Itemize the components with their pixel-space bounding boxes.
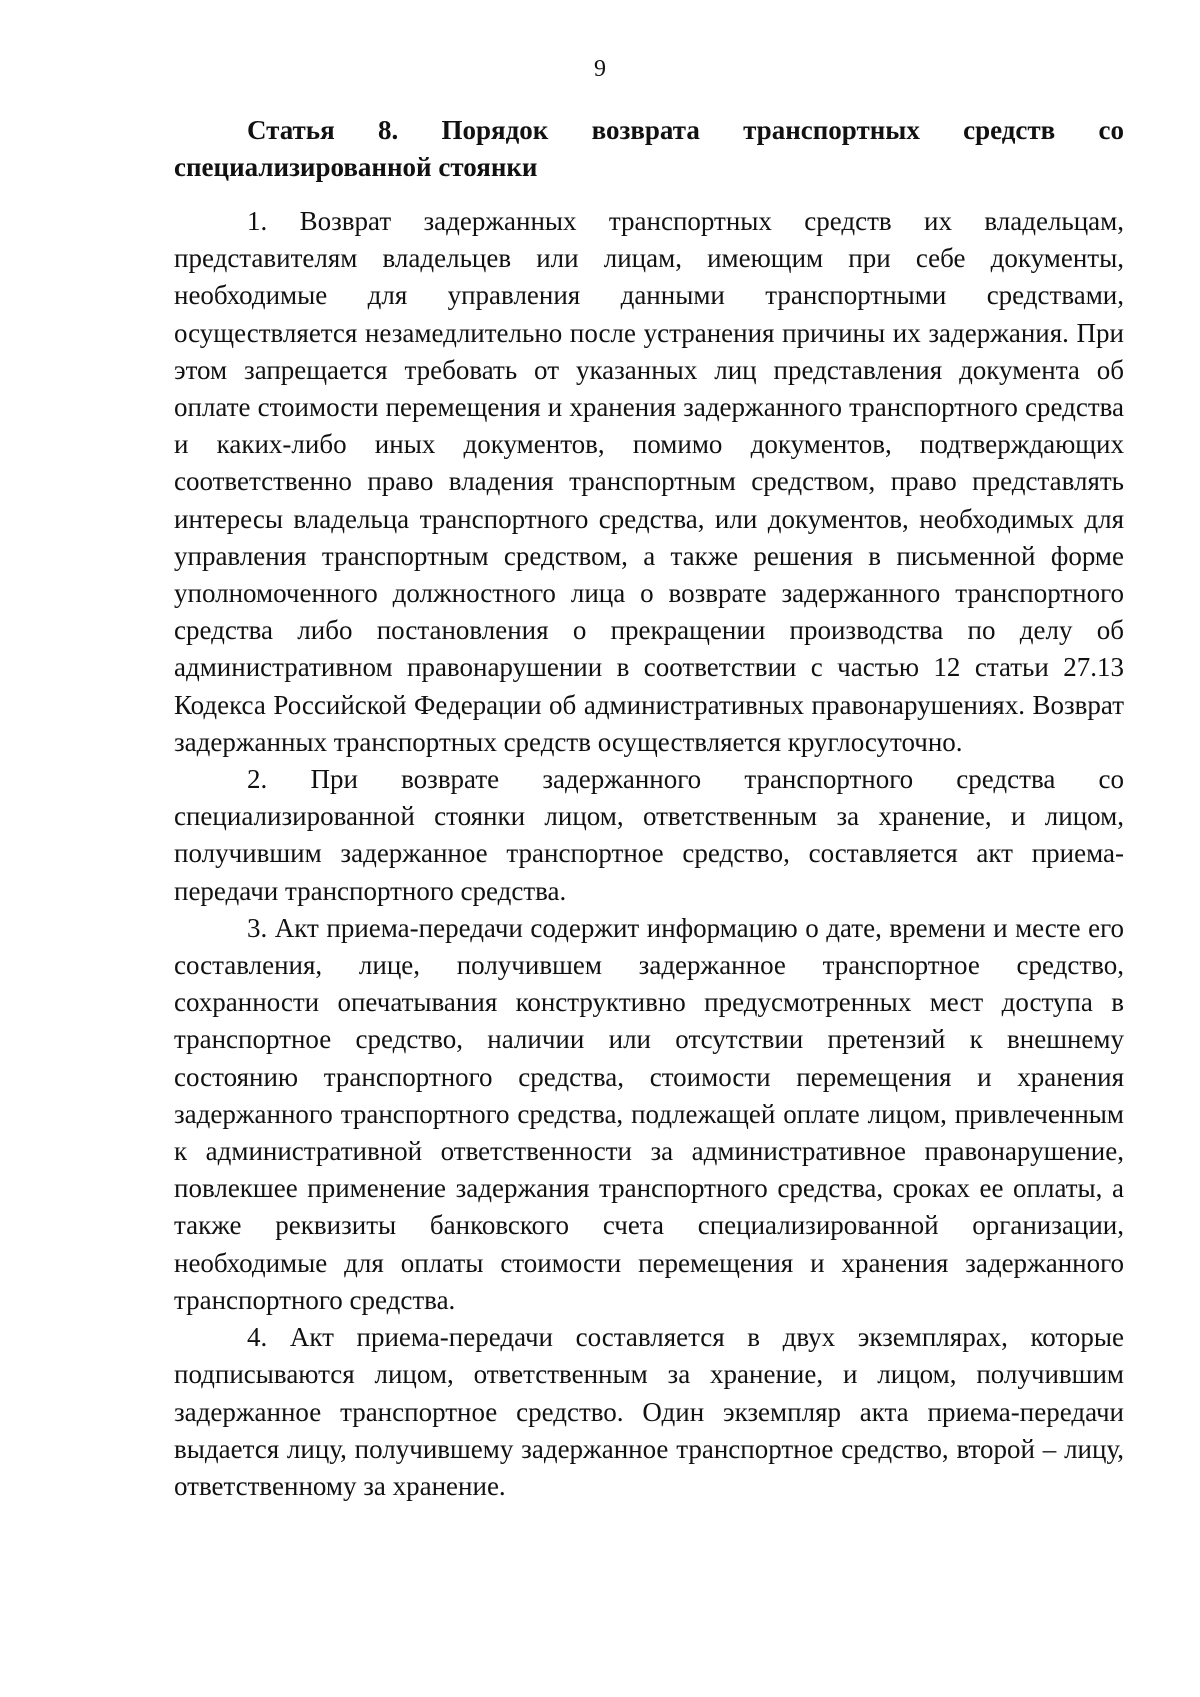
paragraph-2: 2. При возврате задержанного транспортного средства со специализированной стоянки лицом, ответственным за хранение, и лицом, получившим задержанное транспортное средство, составляется акт приема-передачи транспортного средства. <box>174 764 1124 906</box>
paragraph-1: 1. Возврат задержанных транспортных средств их владельцам, представителям владельцев или лицам, имеющим при себе документы, необходимые для управления данными транспортными средствами, осуществляется незамедлительно после устранения причины их задержания. При этом запрещается требовать от указанных лиц представления документа об оплате стоимости перемещения и хранения задержанного транспортного средства и каких-либо иных документов, помимо документов, подтверждающих соответственно право владения транспортным средством, право представлять интересы владельца транспортного средства, или документов, необходимых для управления транспортным средством, а также решения в письменной форме уполномоченного должностного лица о возврате задержанного транспортного средства либо постановления о прекращении производства по делу об административном правонарушении в соответствии с частью 12 статьи 27.13 Кодекса Российской Федерации об административных правонарушениях. Возврат задержанных транспортных средств осуществляется круглосуточно. <box>174 206 1124 757</box>
article-heading-line2: специализированной стоянки <box>174 152 538 182</box>
page-number: 9 <box>594 56 606 82</box>
article-heading-line1: Статья 8. Порядок возврата транспортных средств со <box>247 115 1124 145</box>
document-body <box>174 112 1124 1505</box>
paragraph-3: 3. Акт приема-передачи содержит информацию о дате, времени и месте его составления, лице, получившем задержанное транспортное средство, сохранности опечатывания конструктивно предусмотренных мест доступа в транспортное средство, наличии или отсутствии претензий к внешнему состоянию транспортного средства, стоимости перемещения и хранения задержанного транспортного средства, подлежащей оплате лицом, привлеченным к административной ответственности за административное правонарушение, повлекшее применение задержания транспортного средства, сроках ее оплаты, а также реквизиты банковского счета специализированной организации, необходимые для оплаты стоимости перемещения и хранения задержанного транспортного средства. <box>174 912 1124 1315</box>
paragraph-4: 4. Акт приема-передачи составляется в двух экземплярах, которые подписываются лицом, ответственным за хранение, и лицом, получившим задержанное транспортное средство. Один экземпляр акта приема-передачи выдается лицу, получившему задержанное транспортное средство, второй – лицу, ответственному за хранение. <box>174 1322 1124 1501</box>
article-heading <box>174 112 1124 186</box>
